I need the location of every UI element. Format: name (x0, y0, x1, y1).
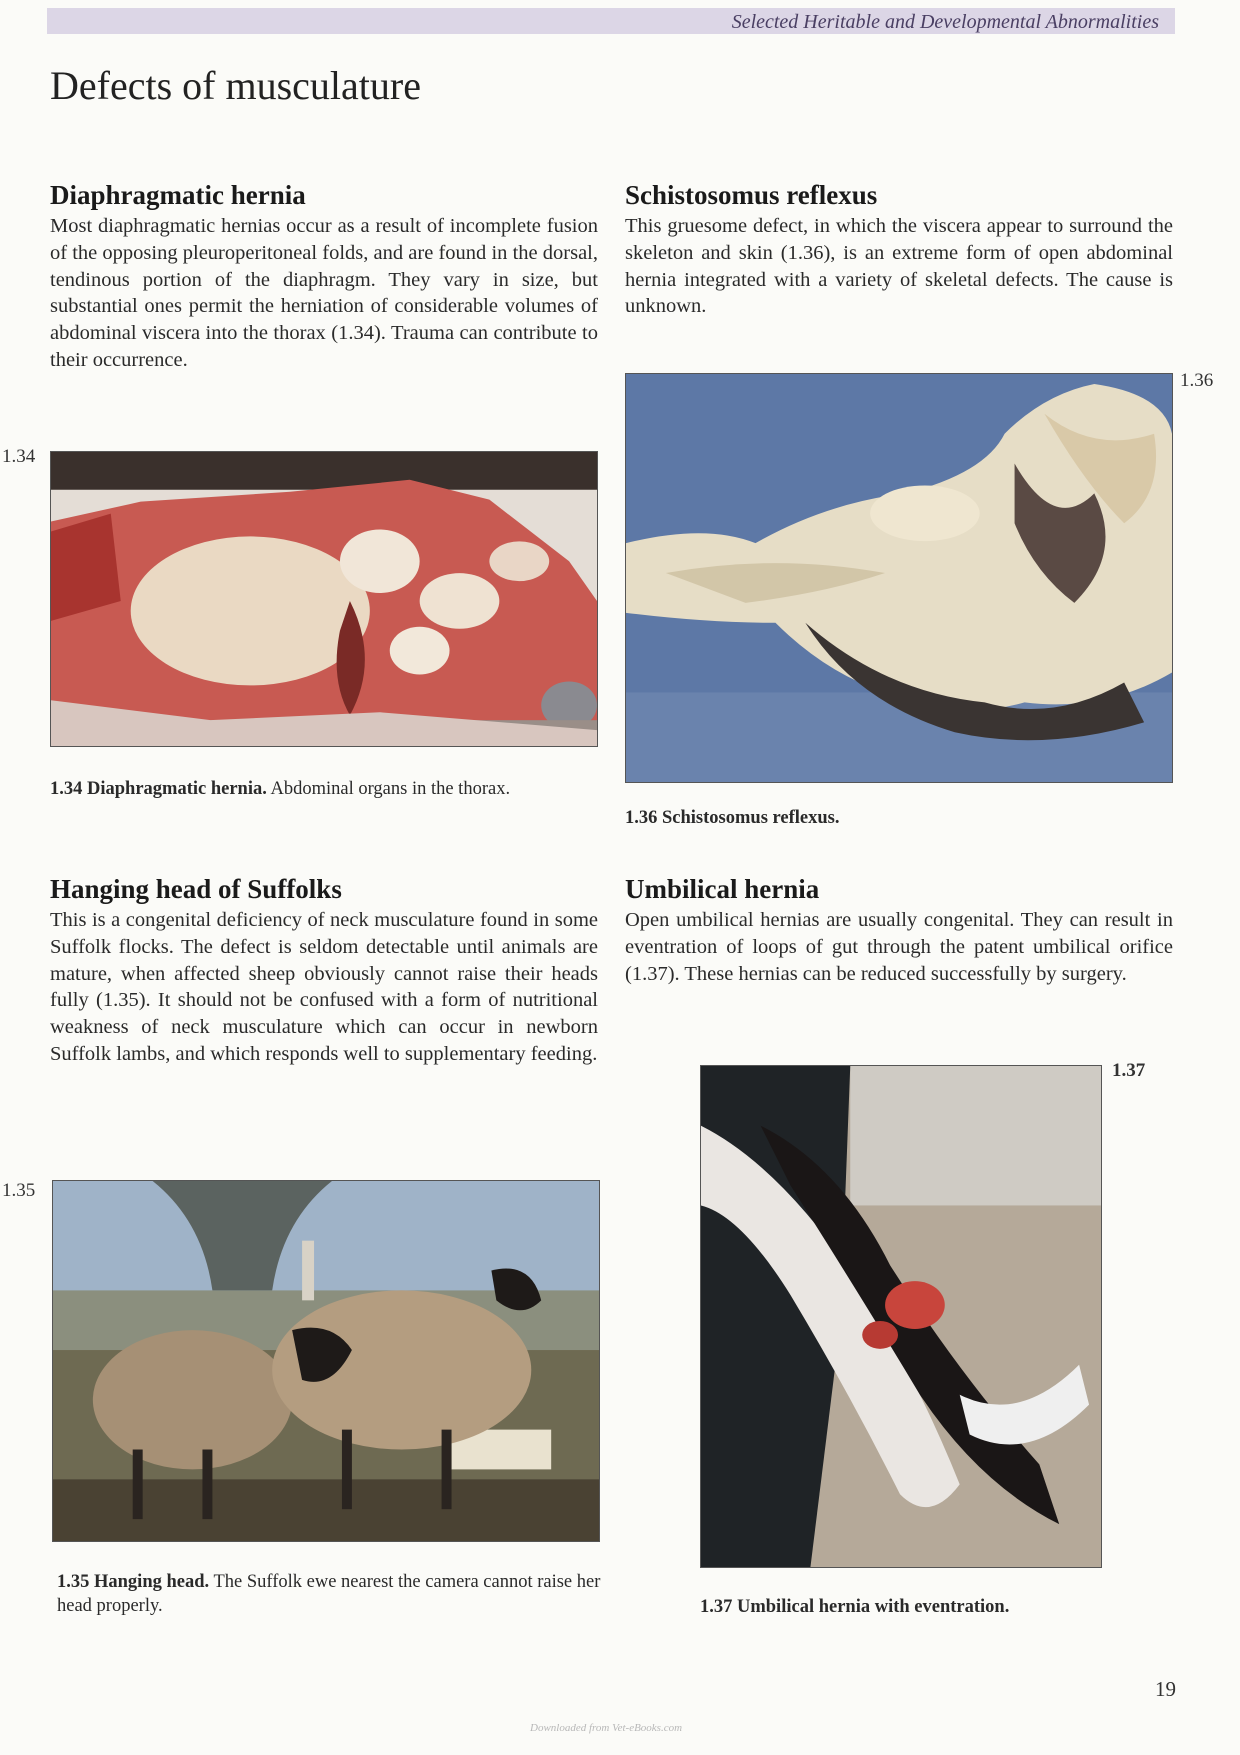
section-body: Open umbilical hernias are usually congenital. They can result in eventration of loops of gut through the patent umbilical orifice (1.37). These hernias can be reduced successfully by surgery. (625, 909, 1173, 985)
photo-umbilical-hernia (700, 1065, 1102, 1568)
photo-schistosomus-reflexus (625, 373, 1173, 783)
section-hanging-head (50, 874, 598, 1068)
caption-1-36 (625, 806, 1185, 830)
watermark: Downloaded from Vet-eBooks.com (530, 1722, 683, 1734)
caption-text: Abdominal organs in the thorax. (266, 779, 511, 799)
section-body: This gruesome defect, in which the viscera appear to surround the skeleton and skin (1.36), is an extreme form of open abdominal hernia integrated with a variety of skeletal defects. The cause is unknown. (625, 215, 1173, 318)
caption-title: 1.34 Diaphragmatic hernia. (50, 779, 267, 799)
figure-number-1-34: 1.34 (2, 446, 36, 467)
page-number: 19 (1155, 1677, 1176, 1701)
caption-title: 1.36 Schistosomus reflexus. (625, 808, 840, 828)
page-title: Defects of musculature (50, 63, 421, 108)
caption-1-35 (57, 1570, 602, 1618)
section-schistosomus-reflexus (625, 180, 1173, 320)
photo-schistosomus-image (626, 374, 1172, 782)
figure-number-1-36: 1.36 (1180, 370, 1214, 391)
caption-title: 1.37 Umbilical hernia with eventration. (700, 1597, 1010, 1617)
caption-title: 1.35 Hanging head. (57, 1572, 210, 1592)
section-heading: Umbilical hernia (625, 874, 820, 904)
figure-number-1-37: 1.37 (1112, 1060, 1146, 1081)
section-heading: Hanging head of Suffolks (50, 874, 342, 904)
photo-suffolk-sheep-image (53, 1181, 599, 1541)
section-umbilical-hernia (625, 874, 1173, 987)
section-heading: Schistosomus reflexus (625, 180, 878, 210)
photo-carcass-image (51, 452, 597, 746)
section-body: This is a congenital deficiency of neck musculature found in some Suffolk flocks. The defect is seldom detectable until animals are mature, when affected sheep obviously cannot raise their heads fully (1.35). It should not be confused with a form of nutritional weakness of neck musculature which can occur in newborn Suffolk lambs, and which responds well to supplementary feeding. (50, 909, 598, 1065)
running-head-text: Selected Heritable and Developmental Abnormalities (731, 11, 1159, 33)
section-diaphragmatic-hernia (50, 180, 598, 374)
photo-umbilical-hernia-image (701, 1066, 1101, 1567)
caption-text: The Suffolk ewe nearest the camera cannot raise her head properly. (57, 1572, 601, 1616)
caption-1-34 (50, 777, 610, 801)
section-heading: Diaphragmatic hernia (50, 180, 306, 210)
figure-number-1-35: 1.35 (2, 1180, 36, 1201)
section-body: Most diaphragmatic hernias occur as a result of incomplete fusion of the opposing pleuroperitoneal folds, and are found in the dorsal, tendinous portion of the diaphragm. They vary in size, but substantial ones permit the herniation of considerable volumes of abdominal viscera into the thorax (1.34). Trauma can contribute to their occurrence. (50, 215, 598, 371)
photo-hanging-head (52, 1180, 600, 1542)
running-head (47, 8, 1175, 34)
caption-1-37 (700, 1595, 1120, 1619)
photo-diaphragmatic-hernia (50, 451, 598, 747)
